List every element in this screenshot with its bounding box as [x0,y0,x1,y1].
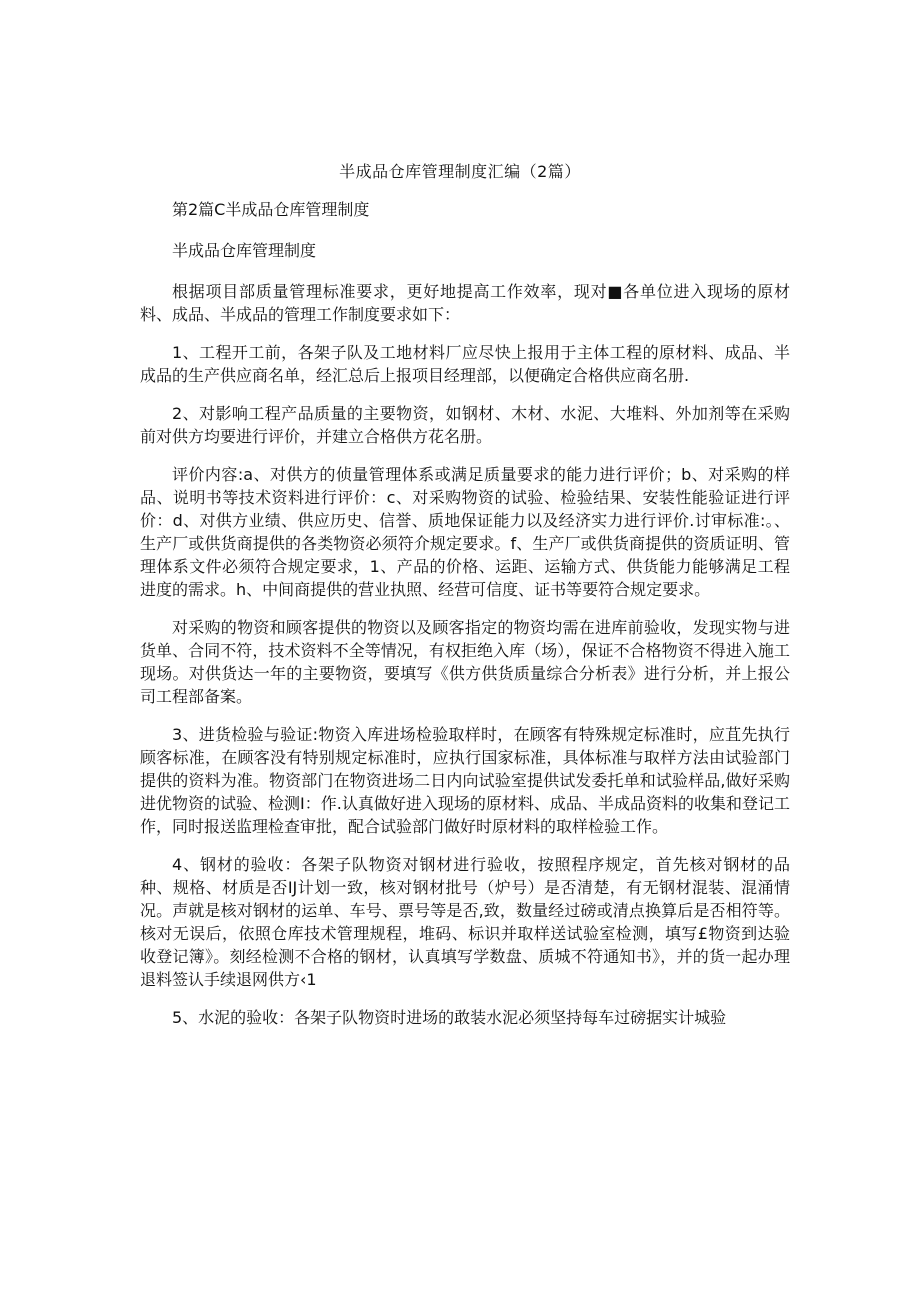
section-heading: 半成品仓库管理制度 [172,241,317,260]
paragraph-item-3: 3、进货检验与验证:物资入库进场检验取样时，在顾客有特殊规定标准时，应苴先执行顾客标准，在顾客没有特别规定标准时，应执行国家标准，具体标准与取样方法由试验部门提供的资料为准。物资部门在物资进场二日内向试验室提供试发委托单和试验样品,做好采购进优物资的试验、检测I：作.认真做好进入现场的原材料、成品、半成品资料的收集和登记工作，同时报送监理检查审批，配合试验部门做好时原材料的取样检验工作。 [140,725,790,836]
paragraph-item-4: 4、钢材的验收：各架子队物资对钢材进行验收，按照程序规定，首先核对钢材的品种、规格、材质是否IJ计划一致，核对钢材批号（炉号）是否清楚，有无钢材混装、混涌情况。声就是核对钢材的运单、车号、票号等是否,致，数量经过磅或清点换算后是否相符等。核对无误后，依照仓库技术管理规程，堆码、标识并取样送试验室检测，填写£物资到达验收登记簿》。刻经检测不合格的钢材，认真填写学数盘、质城不符通知书》，并的货一起办理退料签认手续退网供方‹1 [140,855,790,989]
paragraph-item-1: 1、工程开工前，各架子队及工地材料厂应尽快上报用于主体工程的原材料、成品、半成品的生产供应商名单，经汇总后上报项目经理部，以便确定合格供应商名册. [140,343,790,385]
document-title: 半成品仓库管理制度汇编（2篇） [339,162,581,181]
paragraph-evaluation: 评价内容:a、对供方的侦量管理体系或满足质量要求的能力进行评价；b、对采购的样品、说明书等技术资料进行评价：c、对采购物资的试验、检验结果、安装性能验证进行评价：d、对供方业绩、供应历史、信誉、质地保证能力以及经济实力进行评价.讨审标准:。、生产厂或供货商提供的各类物资必须符介规定要求。f、生产厂或供货商提供的资质证明、管理体系文件必须符合规定要求，1、产品的价格、运距、运输方式、供货能力能够满足工程进度的需求。h、中间商提供的营业执照、经营可信度、证书等要符合规定要求。 [140,465,790,599]
paragraph-item-2: 2、对影响工程产品质量的主要物资，如钢材、木材、水泥、大堆料、外加剂等在采购前对供方均要进行评价，并建立合格供方花名册。 [140,404,790,446]
part-heading: 第2篇C半成品仓库管理制度 [172,200,370,219]
paragraph-intro: 根据项目部质量管理标准要求，更好地提高工作效率，现对■各单位进入现场的原材料、成品、半成品的管理工作制度要求如下： [140,282,790,324]
paragraph-acceptance: 对采购的物资和顾客提供的物资以及顾客指定的物资均需在进库前验收，发现实物与进货单、合同不符，技术资料不全等情况，有权拒绝入库（场），保证不合格物资不得进入施工现场。对供货达一年的主要物资，要填写《供方供货质量综合分析表》进行分析，并上报公司工程部备案。 [140,618,790,706]
paragraph-item-5: 5、水泥的验收：各架子队物资时进场的敢装水泥必须坚持每车过磅据实计城验 [172,1008,727,1027]
document-body [140,198,790,1044]
